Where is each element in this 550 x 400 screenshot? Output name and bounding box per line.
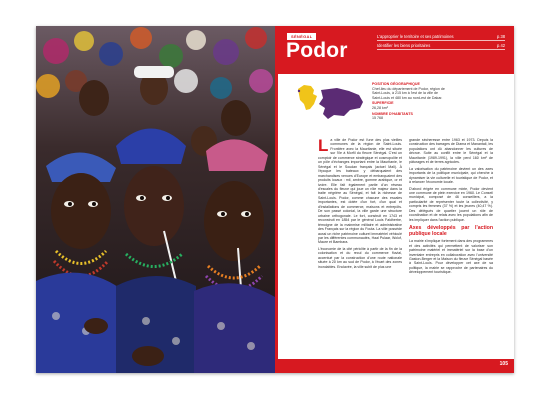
key-facts [372, 81, 448, 121]
toc-item[interactable] [377, 41, 505, 50]
drop-cap: L [318, 136, 329, 155]
section-toc [377, 32, 505, 50]
paragraph: La valorisation du patrimoine devient un des axes importants de la politique municipale, qui cherche à dynamiser la vie culturelle et touristique de Podor, et à relancer l'économie locale. [409, 166, 493, 185]
country-tag: SÉNÉGAL [287, 33, 316, 40]
section-subheading: Axes développés par l'action publique locale [409, 225, 493, 238]
book-spread [36, 26, 514, 373]
africa-map-icon [298, 85, 317, 110]
toc-item-page: p.38 [497, 33, 505, 39]
text-column-left [318, 138, 402, 271]
surface-label: SUPERFICIE [372, 101, 394, 106]
toc-item-page: p.42 [497, 42, 505, 48]
toc-item-label: Identifier les biens prioritaires [377, 42, 431, 48]
paragraph: D'abord érigée en commune mixte, Podor devient une commune de plein exercice en 1960. Le Conseil municipal, composé de 46 conseillers, a la particularité de représenter toute la collectivité, y compris les femmes (37 %) et les jeunes (40,47 %). Des délégués de quartier jouent un rôle de coordination et de relais avec les populations afin de les impliquer dans l'action publique. [409, 186, 493, 222]
page-header [278, 26, 514, 74]
inhabitants-label: NOMBRE D'HABITANTS [372, 111, 413, 116]
right-page [275, 26, 514, 373]
paragraph: La ville de Podor est l'une des plus vieilles communes de la région de Saint-Louis. Frontière avec la Mauritanie, elle est située sur l'île à Morfil du fleuve Sénégal. C'est un comptoir de commerce stratégique et cosmopolite et un pôle d'échanges important entre la Mauritanie, le Sénégal et le Soudan français (actuel Mali). À l'époque les bateaux y débarquaient des marchandises venues d'Europe et embarquaient des produits locaux : mil, ambre, gomme arabique, or et ivoire. Elle fait également partie d'un réseau d'escales du fleuve qui joue un rôle majeur dans la traite négrière au Sénégal, et fait la richesse de Saint-Louis. Podor, comme chacune des escales importantes, est dotée d'un fort, d'un quai et d'installations de commerce, maisons et entrepôts. De son passé colonial, la ville garde une structure urbaine orthogonale. Le fort, construit en 1743 et reconstruit en 1854 par le général Louis Faidherbe, témoigne de la mainmise militaire et administrative des Français sur la région du Fouta. La ville possède aussi un riche patrimoine culturel immatériel véhiculé par les différentes communautés, Haal Pulaar, Wolof, Maure et Bambara. [318, 136, 402, 245]
toc-item-label: L'approprier le territoire et ses patrimoines [377, 33, 454, 39]
children-photo [36, 26, 275, 373]
text-column-right [409, 138, 493, 277]
surface-value: 26,28 km² [372, 105, 388, 110]
paragraph: L'économie de la cité périclite à partir de la fin de la colonisation et du recul du commerce fluvial, accentué par la construction d'une route nationale située à 20 km au sud de Podor, à l'écart des zones inondables. Enclavée, la ville subit de plus une [318, 246, 402, 269]
page-edge-bar [275, 26, 278, 373]
position-text: Chef-lieu du département de Podor, région de Saint-Louis, à 215 km à l'est de la ville de Saint-Louis et 480 km au nord-est de Dakar. [372, 86, 445, 100]
senegal-map-icon [319, 88, 363, 119]
inhabitants-value: 15 768 [372, 116, 383, 121]
photo-illustration [36, 26, 275, 373]
toc-item[interactable] [377, 32, 505, 41]
page-title: Podor [286, 39, 348, 62]
paragraph: grande sécheresse entre 1963 et 1973. Depuis la construction des barrages de Diama et Manantali, les populations ont dû abandonner les cultures de décrue. Suite au conflit entre le Sénégal et la Mauritanie (1989-1991), la ville perd 160 km² de pâturages et de terres agricoles. [409, 138, 493, 165]
page-number: 105 [499, 361, 508, 367]
footer-bar [278, 359, 514, 373]
paragraph: La mairie s'implique fortement dans des programmes et des activités qui permettent de valoriser son patrimoine matériel et immatériel sur la base d'un inventaire entrepris en collaboration avec l'université Gaston-Berger et la Maison du fleuve Sénégal basée à Saint-Louis. Pour développer cet axe de sa politique, la mairie se rapproche de partenaires du développement touristique. [409, 239, 493, 275]
position-label: POSITION GÉOGRAPHIQUE [372, 82, 420, 86]
